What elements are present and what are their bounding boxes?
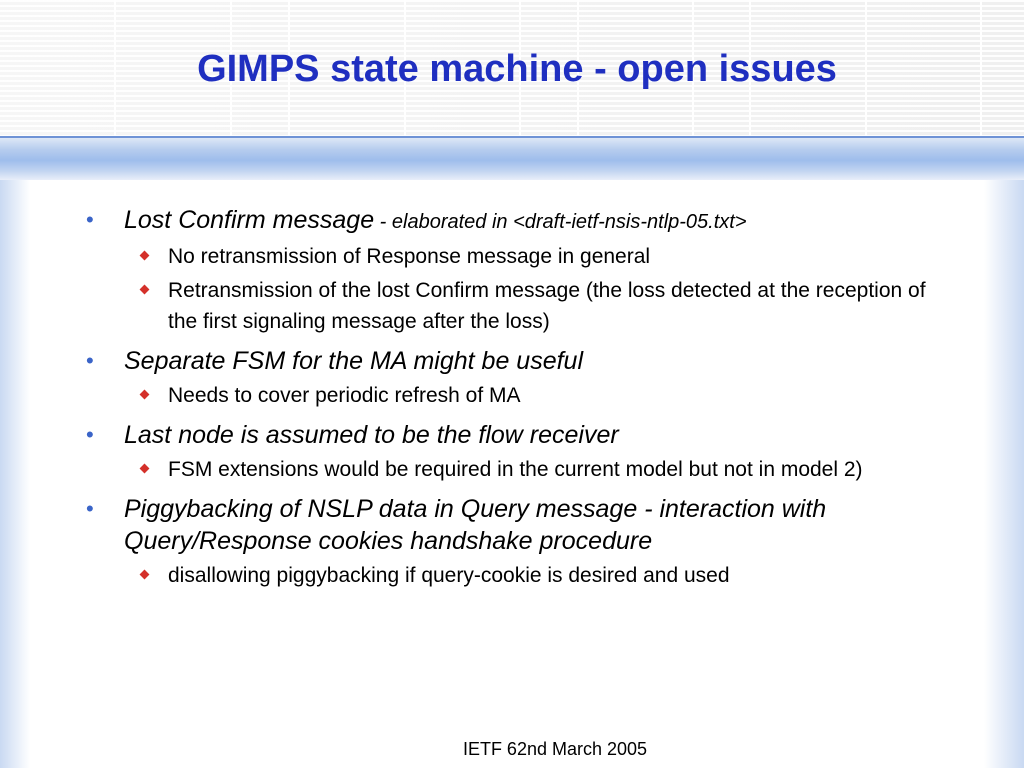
bullet-note: elaborated in <draft-ietf-nsis-ntlp-05.txt> xyxy=(391,211,747,233)
right-edge-glow xyxy=(984,180,1024,768)
sub-bullet-item xyxy=(84,241,944,272)
bullet-text: Last node is assumed to be the flow receiver xyxy=(124,421,619,449)
bullet-text: Lost Confirm message xyxy=(124,206,375,234)
sub-bullet-item xyxy=(84,380,944,411)
bullet-item xyxy=(84,419,944,451)
bullet-separator: - xyxy=(374,211,392,233)
bullet-text: Piggybacking of NSLP data in Query message - interaction with Query/Response cookies handshake procedure xyxy=(124,495,827,555)
bullet-item xyxy=(84,345,944,377)
left-edge-glow xyxy=(0,180,30,768)
diamond-bullet-icon xyxy=(140,390,150,400)
bullet-item xyxy=(84,493,944,557)
bullet-dot-icon: • xyxy=(86,348,94,373)
bullet-dot-icon: • xyxy=(86,207,94,232)
title-underline-bar xyxy=(0,136,1024,180)
sub-bullet-text: Needs to cover periodic refresh of MA xyxy=(168,384,521,407)
sub-bullet-text: No retransmission of Response message in general xyxy=(168,245,651,268)
diamond-bullet-icon xyxy=(140,570,150,580)
sub-bullet-item xyxy=(84,275,944,337)
slide-content xyxy=(84,196,944,591)
bullet-text: Separate FSM for the MA might be useful xyxy=(124,347,584,375)
bullet-dot-icon: • xyxy=(86,496,94,521)
sub-bullet-text: Retransmission of the lost Confirm message (the loss detected at the reception of the first signaling message after the loss) xyxy=(168,279,926,333)
diamond-bullet-icon xyxy=(140,464,150,474)
diamond-bullet-icon xyxy=(140,251,150,261)
diamond-bullet-icon xyxy=(140,285,150,295)
bullet-item xyxy=(84,204,944,238)
sub-bullet-text: disallowing piggybacking if query-cookie is desired and used xyxy=(168,564,730,587)
sub-bullet-item xyxy=(84,560,944,591)
slide-footer: IETF 62nd March 2005 xyxy=(462,739,648,759)
sub-bullet-text: FSM extensions would be required in the current model but not in model 2) xyxy=(168,458,863,481)
slide-title: GIMPS state machine - open issues xyxy=(197,48,837,90)
sub-bullet-item xyxy=(84,454,944,485)
title-bar-edge xyxy=(0,136,1024,138)
bullet-dot-icon: • xyxy=(86,422,94,447)
